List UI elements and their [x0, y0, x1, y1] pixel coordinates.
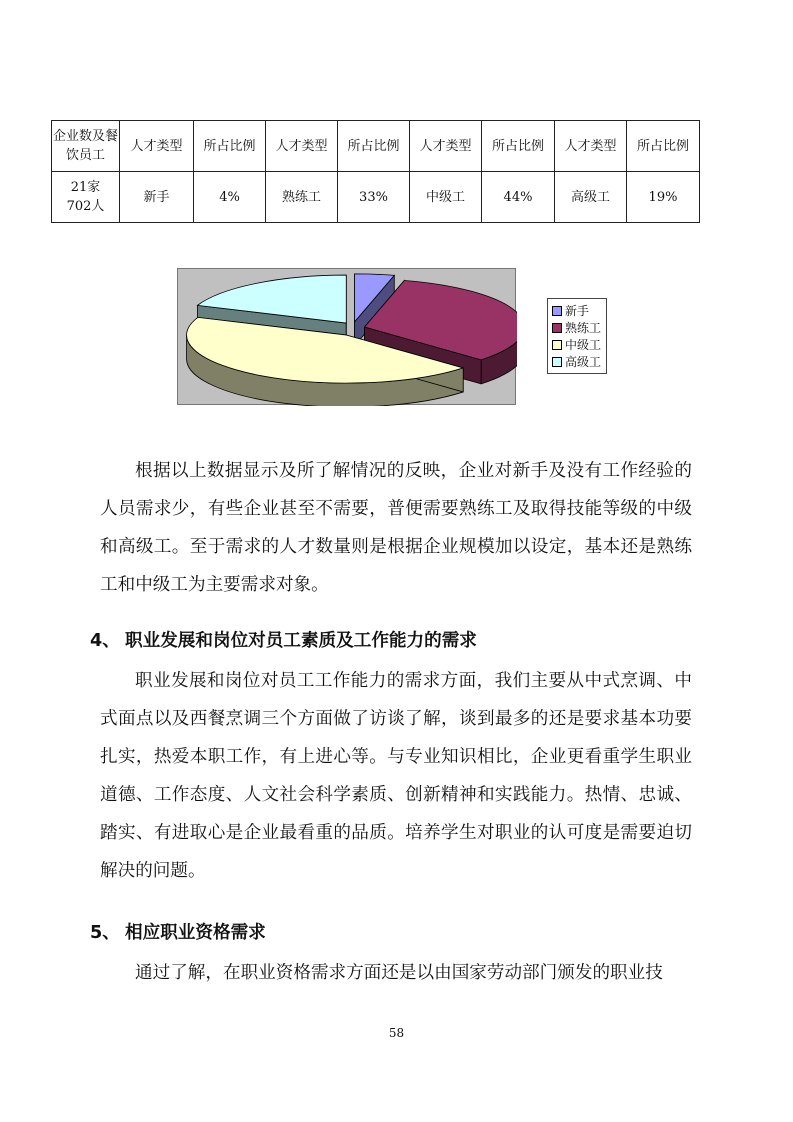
- staff-count: 702人: [66, 199, 105, 214]
- page-number: 58: [388, 1026, 405, 1040]
- table-cell: 熟练工: [266, 172, 338, 223]
- header-cell: 人才类型: [266, 121, 338, 172]
- enterprise-cell: [52, 172, 120, 223]
- pie-chart: [178, 269, 517, 406]
- paragraph-career-development: 职业发展和岗位对员工工作能力的需求方面，我们主要从中式烹调、中式面点以及西餐烹调三个方面做了访谈了解，谈到最多的还是要求基本功要扎实，热爱本职工作，有上进心等。与专业知识相比，企业更看重学生职业道德、工作态度、人文社会科学素质、创新精神和实践能力。热情、忠诚、踏实、有进取心是企业最看重的品质。培养学生对职业的认可度是需要迫切解决的问题。: [100, 671, 692, 881]
- legend-label: 熟练工: [565, 321, 602, 335]
- heading-text: 相应职业资格需求: [125, 923, 266, 943]
- header-cell: 人才类型: [555, 121, 627, 172]
- legend-item: [552, 336, 606, 353]
- legend-item: [552, 302, 606, 319]
- section-heading-4: [90, 627, 477, 652]
- legend-item: [552, 319, 606, 336]
- table-header-row: [52, 121, 700, 172]
- header-cell: 人才类型: [410, 121, 482, 172]
- table-cell: 4%: [194, 172, 266, 223]
- table-cell: 44%: [482, 172, 555, 223]
- legend-item: [552, 353, 606, 370]
- heading-text: 职业发展和岗位对员工素质及工作能力的需求: [125, 631, 477, 651]
- header-cell: 所占比例: [482, 121, 555, 172]
- table-cell: 中级工: [410, 172, 482, 223]
- section-heading-5: [90, 919, 266, 944]
- legend-swatch: [552, 357, 562, 367]
- legend-label: 中级工: [565, 338, 602, 352]
- legend-label: 高级工: [565, 355, 602, 369]
- pie-chart-area: [177, 268, 516, 405]
- enterprise-count: 21家: [70, 180, 101, 195]
- header-cell: 所占比例: [627, 121, 700, 172]
- header-cell: 所占比例: [194, 121, 266, 172]
- paragraph-demand-analysis: 根据以上数据显示及所了解情况的反映，企业对新手及没有工作经验的人员需求少，有些企业甚至不需要，普便需要熟练工及取得技能等级的中级和高级工。至于需求的人才数量则是根据企业规模加以设定，基本还是熟练工和中级工为主要需求对象。: [100, 461, 692, 595]
- header-cell: 企业数及餐饮员工: [52, 121, 120, 172]
- legend-swatch: [552, 323, 562, 333]
- table-cell: 新手: [120, 172, 194, 223]
- table-row: [52, 172, 700, 223]
- heading-number: 4、: [90, 631, 120, 651]
- legend-swatch: [552, 340, 562, 350]
- header-cell: 人才类型: [120, 121, 194, 172]
- table-cell: 19%: [627, 172, 700, 223]
- heading-number: 5、: [90, 923, 120, 943]
- chart-legend: [547, 298, 607, 374]
- talent-table: [51, 120, 700, 223]
- table-cell: 高级工: [555, 172, 627, 223]
- paragraph-qualification: 通过了解，在职业资格需求方面还是以由国家劳动部门颁发的职业技: [135, 963, 663, 983]
- table-cell: 33%: [338, 172, 410, 223]
- legend-swatch: [552, 306, 562, 316]
- legend-label: 新手: [565, 304, 590, 318]
- header-cell: 所占比例: [338, 121, 410, 172]
